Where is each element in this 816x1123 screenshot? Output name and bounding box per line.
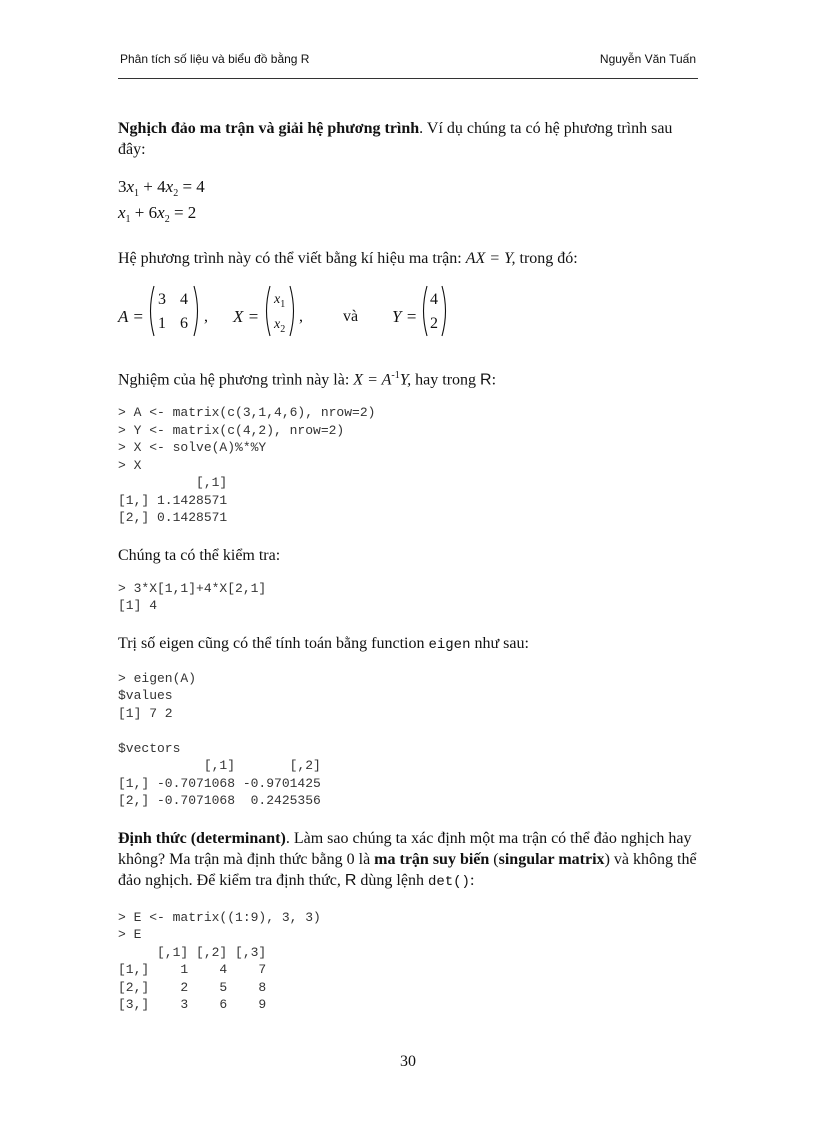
equation-system <box>118 174 698 226</box>
matrix-a-cell: 4 <box>180 291 188 308</box>
matrix-a-cell: 3 <box>158 291 166 308</box>
header-author: Nguyễn Văn Tuấn <box>599 52 696 66</box>
matrix-formula: AX = Y, <box>465 250 516 267</box>
section-determinant-heading: Định thức (determinant) <box>118 829 286 847</box>
matrix-a-cell: 1 <box>158 315 166 332</box>
page-number: 30 <box>400 1053 416 1070</box>
matrix-notation-paragraph: Hệ phương trình này có thể viết bằng kí hiệu ma trận: AX = Y, trong đó: <box>118 250 578 267</box>
solution-paragraph: Nghiệm của hệ phương trình này là: $X = A^{-1}Y$, hay trong R: <box>118 370 497 389</box>
matrix-y-left-paren <box>419 285 429 337</box>
section-determinant-paragraph: Định thức (determinant). Làm sao chúng ta xác định một ma trận có thể đảo nghịch hay không? Ma trận mà định thức bằng 0 là ma trận suy biến (singular matrix) và không thể đảo nghịch. Để kiểm tra định thức, R dùng lệnh det(): <box>118 829 697 890</box>
matrix-x-cell: $x_2$ <box>274 317 286 335</box>
matrix-x-cell: $x_1$ <box>274 292 286 310</box>
matrix-x-label: X = <box>233 307 260 326</box>
matrix-a-left-paren <box>146 285 156 337</box>
equation-2: $x_1 + 6x_2 = 2$ <box>118 203 197 225</box>
matrix-y-cell: 4 <box>430 291 438 308</box>
code-block-check: > 3*X[1,1]+4*X[2,1] [1] 4 <box>118 580 267 614</box>
section-inverse-heading: Nghịch đảo ma trận và giải hệ phương trình <box>118 120 420 137</box>
page-header <box>118 50 698 79</box>
matrix-x-comma: , <box>299 308 303 325</box>
matrix-definitions <box>118 285 698 353</box>
header-title: Phân tích số liệu và biểu đồ bằng R <box>120 52 310 66</box>
section-inverse-paragraph <box>118 118 698 160</box>
section-inverse-intro: . Ví dụ chúng ta có hệ phương trình sau đây: <box>118 120 673 158</box>
matrix-x-right-paren <box>288 285 298 337</box>
and-word: và <box>343 308 359 325</box>
matrix-y-right-paren <box>440 285 450 337</box>
matrix-y-label: Y = <box>392 307 418 326</box>
code-block-determinant: > E <- matrix((1:9), 3, 3) > E [,1] [,2] [,3] [1,] 1 4 7 [2,] 2 5 8 [3,] 3 6 9 <box>118 909 321 1013</box>
check-paragraph: Chúng ta có thể kiểm tra: <box>118 546 281 564</box>
page-content <box>118 118 698 1014</box>
code-block-solve: > A <- matrix(c(3,1,4,6), nrow=2) > Y <- matrix(c(4,2), nrow=2) > X <- solve(A)%*%Y > X [,1] [1,] 1.1428571 [2,] 0.1428571 <box>118 405 376 526</box>
equation-1: $3x_1 + 4x_2 = 4$ <box>118 177 205 199</box>
matrix-a-comma: , <box>204 308 208 325</box>
matrix-a-right-paren <box>192 285 202 337</box>
matrix-y-cell: 2 <box>430 315 438 332</box>
matrix-x-left-paren <box>262 285 272 337</box>
matrix-a-label: A = <box>118 307 144 326</box>
eigen-paragraph: Trị số eigen cũng có thể tính toán bằng function eigen như sau: <box>118 634 529 653</box>
matrix-a-cell: 6 <box>180 315 188 332</box>
code-block-eigen: > eigen(A) $values [1] 7 2 $vectors [,1] [,2] [1,] -0.7071068 -0.9701425 [2,] -0.7071068 0.2425356 <box>118 670 321 809</box>
